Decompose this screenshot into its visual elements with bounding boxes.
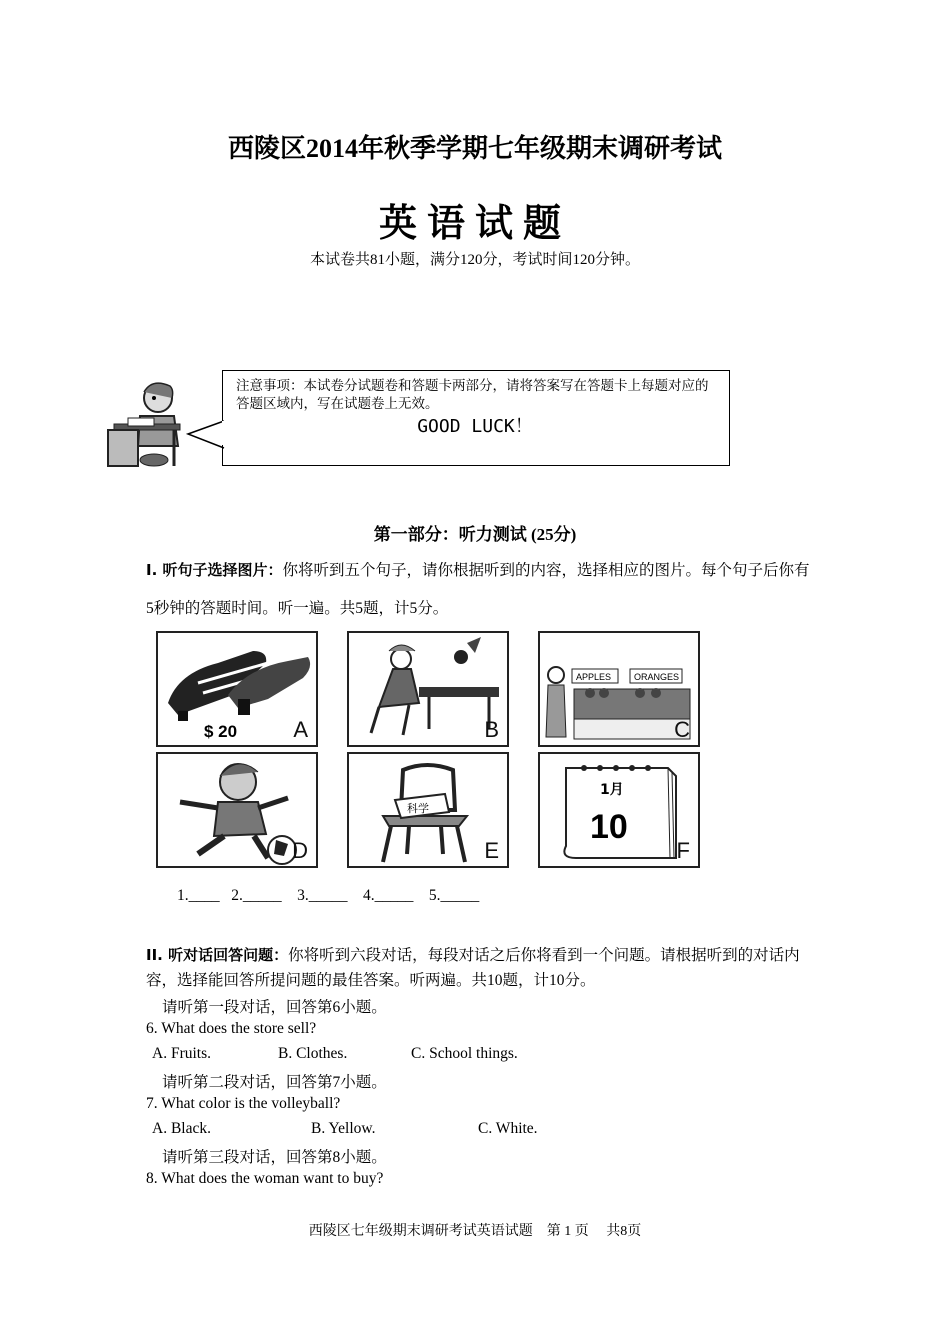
page-footer: 西陵区七年级期末调研考试英语试题 第 1 页 共8页: [308, 1224, 642, 1239]
section2-instructions: [146, 943, 810, 993]
option-6a: A. Fruits.: [152, 1045, 211, 1062]
picture-f-caption: 1月: [600, 782, 624, 798]
option-6b: B. Clothes.: [278, 1045, 348, 1062]
sandals-icon: [158, 633, 316, 745]
picture-e-letter: E: [484, 838, 499, 863]
exam-info: 本试卷共81小题，满分120分，考试时间120分钟。: [309, 252, 640, 268]
picture-e-caption: 科学: [407, 802, 429, 815]
picture-a-caption: $ 20: [204, 722, 238, 741]
prompt-8: 请听第三段对话，回答第8小题。: [162, 1149, 387, 1166]
picture-d-letter: D: [292, 838, 308, 863]
section1-label: Ⅰ. 听句子选择图片：: [146, 561, 283, 579]
section1-text: 你将听到五个句子，请你根据听到的内容，选择相应的图片。每个句子后你有5秒钟的答题时间。听一遍。共5题，计5分。: [146, 562, 810, 617]
answer-blanks: 1.____ 2._____ 3._____ 4._____ 5._____: [177, 887, 480, 904]
part1-heading: 第一部分：听力测试 (25分): [373, 525, 577, 544]
subject-title: 英语试题: [378, 201, 571, 245]
picture-b: [347, 631, 509, 747]
student-at-desk-icon: [104, 376, 186, 470]
option-6c: C. School things.: [411, 1045, 518, 1062]
good-luck-text: GOOD LUCK！: [417, 416, 533, 437]
question-8: 8. What does the woman want to buy?: [146, 1170, 384, 1187]
option-7c: C. White.: [478, 1120, 538, 1137]
picture-f-caption2: 10: [590, 808, 628, 846]
notice-text: 注意事项：本试卷分试题卷和答题卡两部分，请将答案写在答题卡上每题对应的答题区域内，写在试题卷上无效。: [236, 378, 709, 412]
picture-c-letter: C: [674, 717, 690, 742]
picture-f: [538, 752, 700, 868]
section2-label: II. 听对话回答问题：: [146, 946, 289, 964]
question-7: 7. What color is the volleyball?: [146, 1095, 341, 1112]
calendar-icon: [540, 754, 698, 866]
picture-d: [156, 752, 318, 868]
picture-b-letter: B: [484, 717, 499, 742]
section1-instructions: [146, 551, 810, 628]
picture-c-caption: APPLES: [576, 672, 612, 682]
prompt-6: 请听第一段对话，回答第6小题。: [162, 999, 387, 1016]
bubble-tail: [186, 420, 226, 450]
exam-title: 西陵区2014年秋季学期七年级期末调研考试: [227, 134, 722, 163]
chair-book-icon: [349, 754, 507, 866]
picture-a-letter: A: [293, 717, 308, 742]
picture-f-letter: F: [676, 838, 690, 863]
table-tennis-icon: [349, 633, 507, 745]
picture-e: [347, 752, 509, 868]
option-7b: B. Yellow.: [311, 1120, 376, 1137]
prompt-7: 请听第二段对话，回答第7小题。: [162, 1074, 387, 1091]
picture-c-caption2: ORANGES: [634, 672, 680, 682]
section2-text: 你将听到六段对话，每段对话之后你将看到一个问题。请根据听到的对话内容，选择能回答所提问题的最佳答案。听两遍。共10题，计10分。: [146, 947, 800, 989]
picture-c: [538, 631, 700, 747]
question-6: 6. What does the store sell?: [146, 1020, 317, 1037]
picture-a: [156, 631, 318, 747]
option-7a: A. Black.: [152, 1120, 211, 1137]
